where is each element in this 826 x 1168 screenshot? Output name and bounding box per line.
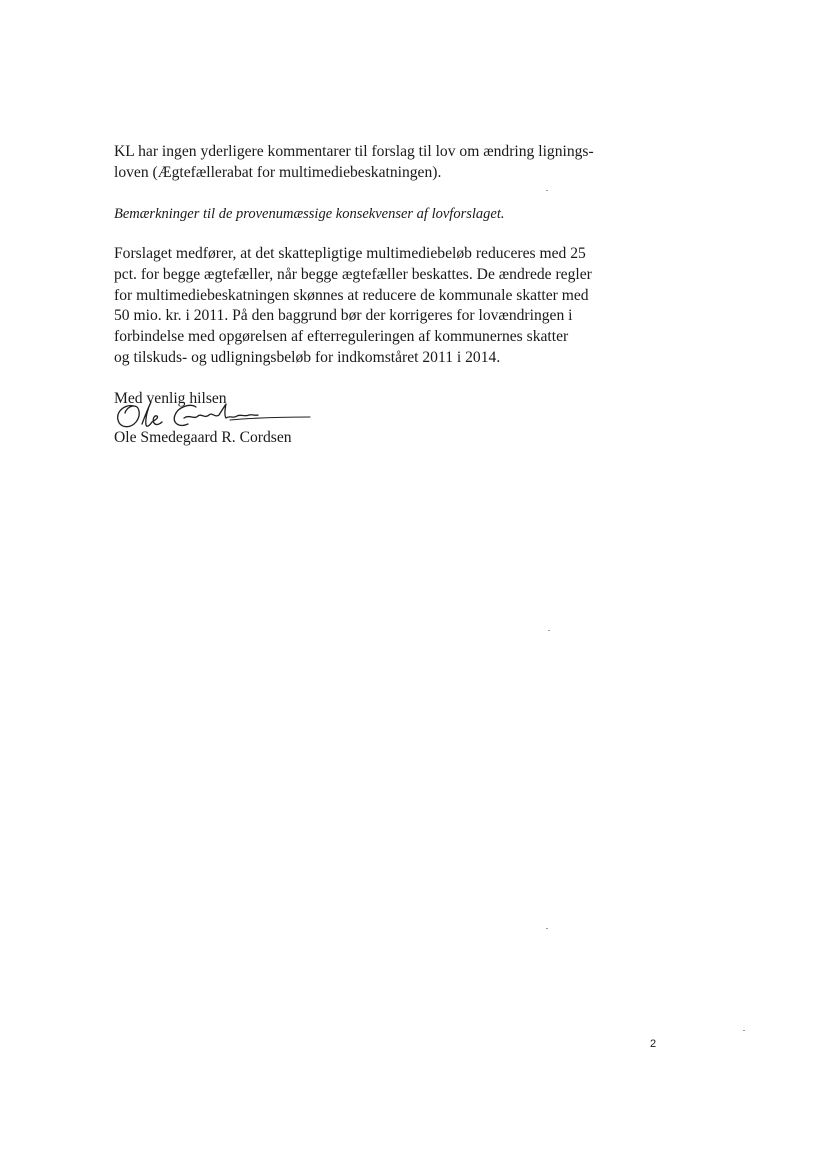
scan-speck xyxy=(546,190,548,191)
paragraph-line: for multimediebeskatningen skønnes at reducere de kommunale skatter med xyxy=(114,286,589,304)
paragraph-line: KL har ingen yderligere kommentarer til forslag til lov om ændring lignings- xyxy=(114,143,594,160)
paragraph-line: Forslaget medfører, at det skattepligtige multimediebeløb reduceres med 25 xyxy=(114,245,586,262)
paragraph-line: og tilskuds- og udligningsbeløb for indkomståret 2011 i 2014. xyxy=(114,348,501,366)
scan-speck xyxy=(548,630,550,631)
signer-name: Ole Smedegaard R. Cordsen xyxy=(114,429,292,446)
intro-paragraph xyxy=(114,142,634,184)
scan-speck xyxy=(743,1030,745,1031)
paragraph-line: forbindelse med opgørelsen af efterreguleringen af kommunernes skatter xyxy=(114,328,569,346)
paragraph-line: loven (Ægtefællerabat for multimediebeskatningen). xyxy=(114,163,442,181)
section-heading: Bemærkninger til de provenumæssige konsekvenser af lovforslaget. xyxy=(114,206,505,222)
page-number: 2 xyxy=(650,1038,657,1050)
paragraph-line: 50 mio. kr. i 2011. På den baggrund bør der korrigeres for lovændringen i xyxy=(114,307,573,325)
paragraph-line: pct. for begge ægtefæller, når begge ægtefæller beskattes. De ændrede regler xyxy=(114,265,592,283)
body-paragraph xyxy=(114,244,634,369)
closing-salutation: Med venlig hilsen xyxy=(114,390,227,407)
scan-speck xyxy=(546,928,548,929)
